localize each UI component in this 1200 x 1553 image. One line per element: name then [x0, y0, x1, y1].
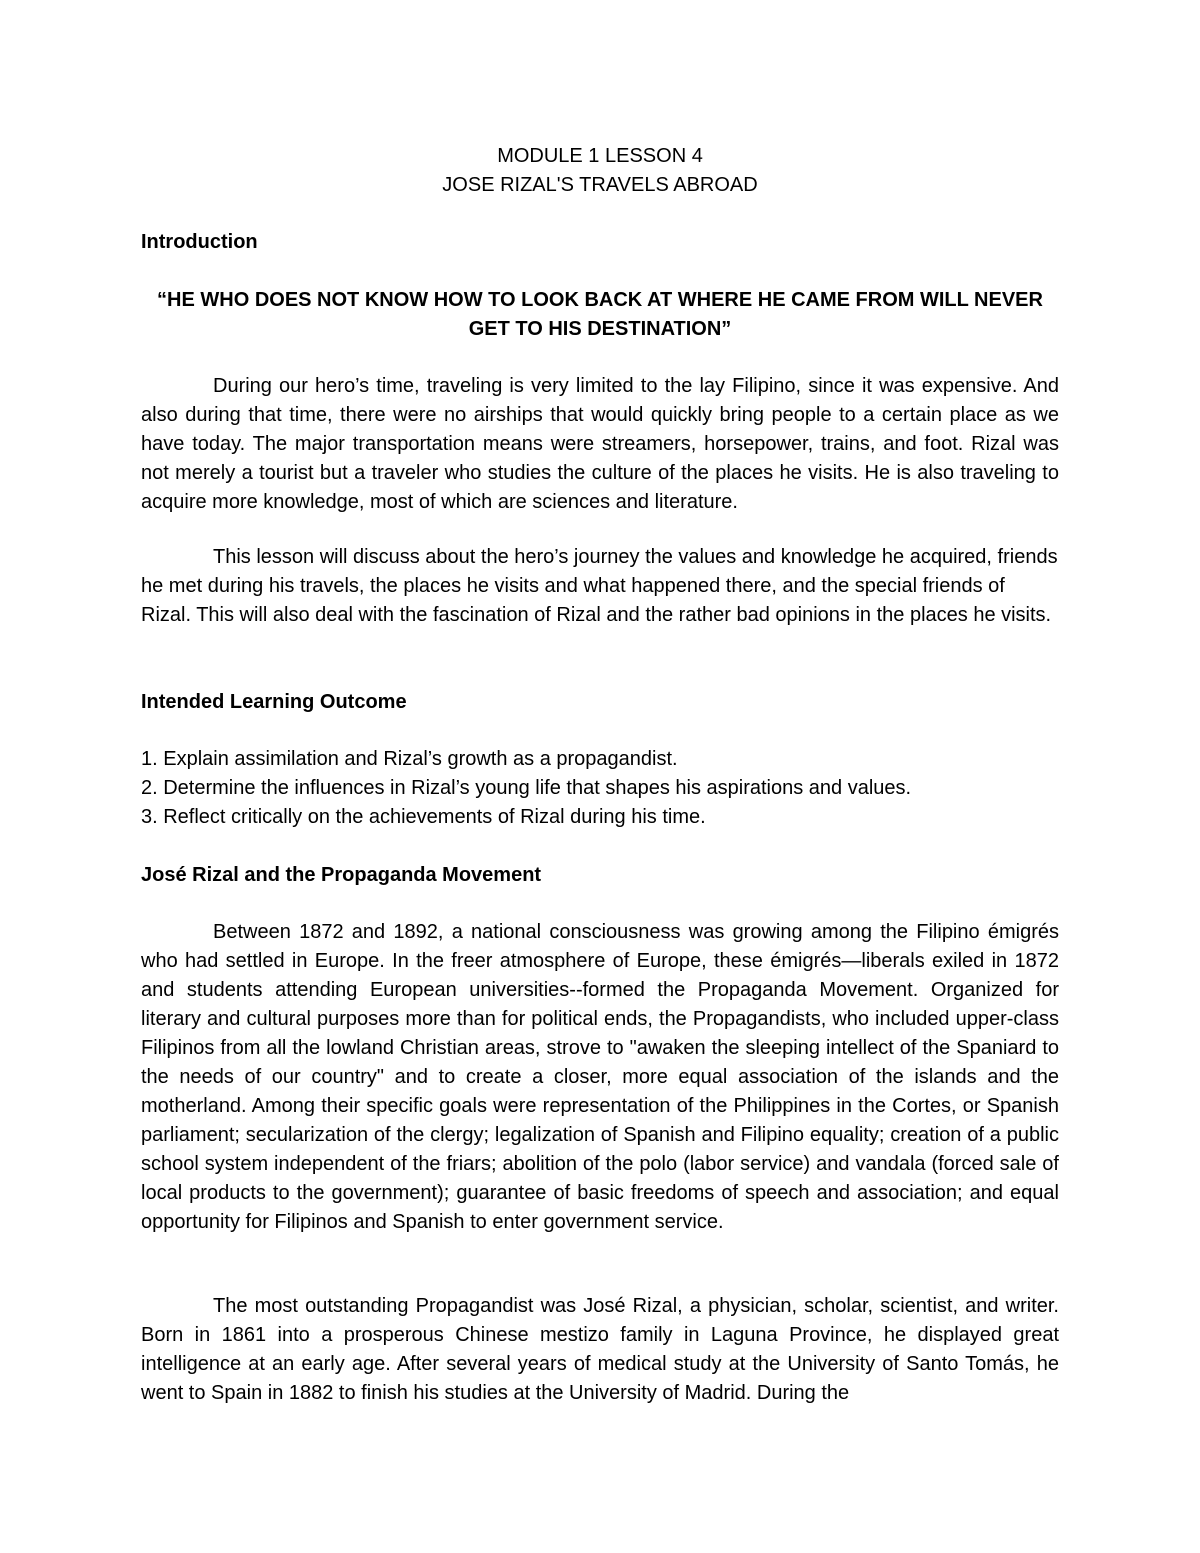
outcome-item: 3. Reflect critically on the achievements of Rizal during his time. — [141, 806, 706, 828]
intro-paragraph-1: During our hero’s time, traveling is very limited to the lay Filipino, since it was expensive. And also during that time, there were no airships that would quickly bring people to a certain place as we have today. The major transportation means were streamers, horsepower, trains, and foot. Rizal was not merely a tourist but a traveler who studies the culture of the places he visits. He is also traveling to acquire more knowledge, most of which are sciences and literature. — [141, 375, 1059, 513]
outcomes-heading: Intended Learning Outcome — [141, 691, 407, 713]
title-line-1: MODULE 1 LESSON 4 — [497, 145, 703, 167]
section-paragraph-2: The most outstanding Propagandist was José Rizal, a physician, scholar, scientist, and writer. Born in 1861 into a prosperous Chinese mestizo family in Laguna Province, he displayed great intelligence at an early age. After several years of medical study at the University of Santo Tomás, he went to Spain in 1882 to finish his studies at the University of Madrid. During the — [141, 1295, 1059, 1404]
outcome-item: 2. Determine the influences in Rizal’s young life that shapes his aspirations and values. — [141, 777, 912, 799]
outcomes-list — [141, 745, 1059, 832]
section-paragraph-1: Between 1872 and 1892, a national consciousness was growing among the Filipino émigrés who had settled in Europe. In the freer atmosphere of Europe, these émigrés—liberals exiled in 1872 and students attending European universities--formed the Propaganda Movement. Organized for literary and cultural purposes more than for political ends, the Propagandists, who included upper-class Filipinos from all the lowland Christian areas, strove to "awaken the sleeping intellect of the Spaniard to the needs of our country" and to create a closer, more equal association of the islands and the motherland. Among their specific goals were representation of the Philippines in the Cortes, or Spanish parliament; secularization of the clergy; legalization of Spanish and Filipino equality; creation of a public school system independent of the friars; abolition of the polo (labor service) and vandala (forced sale of local products to the government); guarantee of basic freedoms of speech and association; and equal opportunity for Filipinos and Spanish to enter government service. — [141, 921, 1059, 1233]
title-line-2: JOSE RIZAL'S TRAVELS ABROAD — [442, 174, 758, 196]
section-heading: José Rizal and the Propaganda Movement — [141, 864, 542, 886]
document-title — [141, 142, 1059, 200]
introduction-heading: Introduction — [141, 231, 258, 253]
intro-paragraph-2: This lesson will discuss about the hero’s journey the values and knowledge he acquired, friends he met during his travels, the places he visits and what happened there, and the special friends of Rizal. This will also deal with the fascination of Rizal and the rather bad opinions in the places he visits. — [141, 546, 1058, 626]
outcome-item: 1. Explain assimilation and Rizal’s growth as a propagandist. — [141, 748, 678, 770]
intro-quote: “HE WHO DOES NOT KNOW HOW TO LOOK BACK AT WHERE HE CAME FROM WILL NEVER GET TO HIS DESTINATION” — [157, 289, 1043, 340]
